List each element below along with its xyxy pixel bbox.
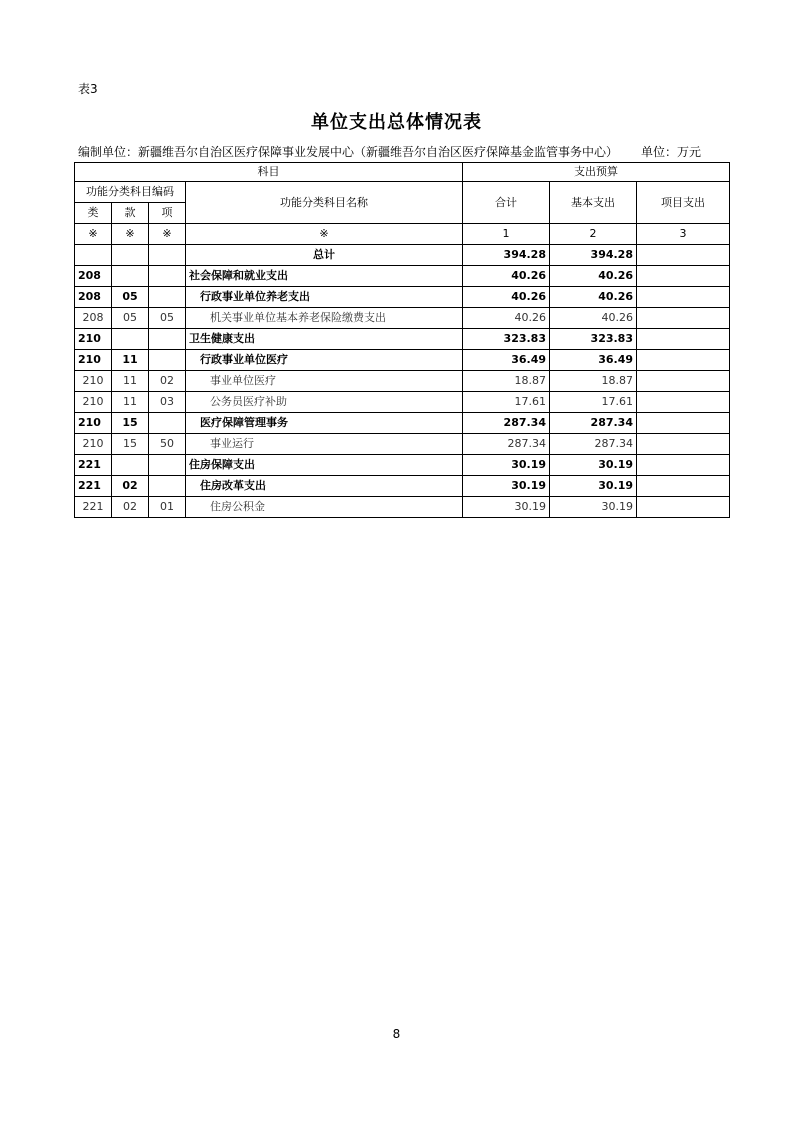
basic-amount: 287.34: [550, 413, 637, 434]
item-name: 住房保障支出: [186, 455, 463, 476]
code-xiang: [149, 287, 186, 308]
code-kuan: [112, 455, 149, 476]
basic-amount: 40.26: [550, 266, 637, 287]
project-amount: [637, 329, 730, 350]
org-line: 编制单位：新疆维吾尔自治区医疗保障事业发展中心（新疆维吾尔自治区医疗保障基金监管事务中心）: [78, 145, 619, 159]
basic-amount: 30.19: [550, 455, 637, 476]
project-amount: [637, 350, 730, 371]
code-kuan: 15: [112, 434, 149, 455]
code-xiang: [149, 245, 186, 266]
code-xiang: 01: [149, 497, 186, 518]
code-kuan: [112, 266, 149, 287]
code-lei: 210: [75, 434, 112, 455]
project-amount: [637, 455, 730, 476]
code-lei: 221: [75, 497, 112, 518]
code-lei: 210: [75, 329, 112, 350]
header-project: 项目支出: [637, 182, 730, 224]
total-amount: 287.34: [463, 434, 550, 455]
total-amount: 287.34: [463, 413, 550, 434]
code-xiang: [149, 455, 186, 476]
code-kuan: 15: [112, 413, 149, 434]
header-lei: 类: [75, 203, 112, 224]
item-name: 住房改革支出: [186, 476, 463, 497]
code-lei: 221: [75, 455, 112, 476]
total-amount: 30.19: [463, 497, 550, 518]
mark-xiang: ※: [149, 224, 186, 245]
code-lei: 210: [75, 392, 112, 413]
basic-amount: 18.87: [550, 371, 637, 392]
total-amount: 40.26: [463, 266, 550, 287]
table-row: [75, 413, 730, 434]
code-lei: 208: [75, 266, 112, 287]
basic-amount: 287.34: [550, 434, 637, 455]
project-amount: [637, 371, 730, 392]
item-name: 行政事业单位养老支出: [186, 287, 463, 308]
code-lei: 221: [75, 476, 112, 497]
code-xiang: [149, 266, 186, 287]
code-xiang: [149, 413, 186, 434]
basic-amount: 30.19: [550, 476, 637, 497]
code-kuan: 11: [112, 392, 149, 413]
code-xiang: 05: [149, 308, 186, 329]
code-xiang: 50: [149, 434, 186, 455]
table-row: [75, 476, 730, 497]
total-amount: 323.83: [463, 329, 550, 350]
mark-lei: ※: [75, 224, 112, 245]
basic-amount: 323.83: [550, 329, 637, 350]
table-row: [75, 266, 730, 287]
item-name: 公务员医疗补助: [186, 392, 463, 413]
project-amount: [637, 413, 730, 434]
table-row: [75, 434, 730, 455]
table-row: [75, 497, 730, 518]
total-amount: 18.87: [463, 371, 550, 392]
total-amount: 17.61: [463, 392, 550, 413]
total-amount: 394.28: [463, 245, 550, 266]
code-kuan: 05: [112, 287, 149, 308]
code-kuan: 11: [112, 371, 149, 392]
code-xiang: 03: [149, 392, 186, 413]
header-kuan: 款: [112, 203, 149, 224]
basic-amount: 30.19: [550, 497, 637, 518]
code-xiang: 02: [149, 371, 186, 392]
table-row: [75, 392, 730, 413]
project-amount: [637, 245, 730, 266]
page-number: 8: [392, 1027, 401, 1041]
header-subject: 科目: [75, 163, 463, 182]
basic-amount: 17.61: [550, 392, 637, 413]
basic-amount: 36.49: [550, 350, 637, 371]
table-row: [75, 287, 730, 308]
total-amount: 40.26: [463, 308, 550, 329]
num-basic: 2: [550, 224, 637, 245]
basic-amount: 40.26: [550, 287, 637, 308]
total-amount: 30.19: [463, 476, 550, 497]
header-total: 合计: [463, 182, 550, 224]
project-amount: [637, 497, 730, 518]
item-name: 住房公积金: [186, 497, 463, 518]
item-name: 机关事业单位基本养老保险缴费支出: [186, 308, 463, 329]
header-basic: 基本支出: [550, 182, 637, 224]
item-name: 行政事业单位医疗: [186, 350, 463, 371]
project-amount: [637, 287, 730, 308]
mark-name: ※: [186, 224, 463, 245]
page-title: 单位支出总体情况表: [311, 112, 482, 133]
total-amount: 30.19: [463, 455, 550, 476]
item-name: 总计: [186, 245, 463, 266]
code-xiang: [149, 476, 186, 497]
table-label: 表3: [78, 82, 98, 96]
basic-amount: 40.26: [550, 308, 637, 329]
header-budget: 支出预算: [463, 163, 730, 182]
table-row: [75, 455, 730, 476]
code-kuan: [112, 245, 149, 266]
code-kuan: 02: [112, 497, 149, 518]
total-row: [75, 245, 730, 266]
code-kuan: 02: [112, 476, 149, 497]
code-kuan: 05: [112, 308, 149, 329]
total-amount: 36.49: [463, 350, 550, 371]
project-amount: [637, 308, 730, 329]
num-project: 3: [637, 224, 730, 245]
item-name: 事业单位医疗: [186, 371, 463, 392]
table-row: [75, 308, 730, 329]
code-kuan: 11: [112, 350, 149, 371]
project-amount: [637, 434, 730, 455]
item-name: 卫生健康支出: [186, 329, 463, 350]
header-code-group: 功能分类科目编码: [75, 182, 186, 203]
basic-amount: 394.28: [550, 245, 637, 266]
code-lei: 208: [75, 308, 112, 329]
table-row: [75, 371, 730, 392]
expenditure-table: [74, 162, 730, 518]
code-lei: 210: [75, 350, 112, 371]
item-name: 事业运行: [186, 434, 463, 455]
table-row: [75, 329, 730, 350]
code-lei: 208: [75, 287, 112, 308]
code-lei: [75, 245, 112, 266]
item-name: 社会保障和就业支出: [186, 266, 463, 287]
mark-kuan: ※: [112, 224, 149, 245]
header-xiang: 项: [149, 203, 186, 224]
item-name: 医疗保障管理事务: [186, 413, 463, 434]
code-xiang: [149, 350, 186, 371]
code-lei: 210: [75, 413, 112, 434]
project-amount: [637, 392, 730, 413]
project-amount: [637, 476, 730, 497]
total-amount: 40.26: [463, 287, 550, 308]
project-amount: [637, 266, 730, 287]
num-total: 1: [463, 224, 550, 245]
code-xiang: [149, 329, 186, 350]
unit-label: 单位：万元: [641, 145, 702, 159]
header-name: 功能分类科目名称: [186, 182, 463, 224]
code-kuan: [112, 329, 149, 350]
table-row: [75, 350, 730, 371]
code-lei: 210: [75, 371, 112, 392]
